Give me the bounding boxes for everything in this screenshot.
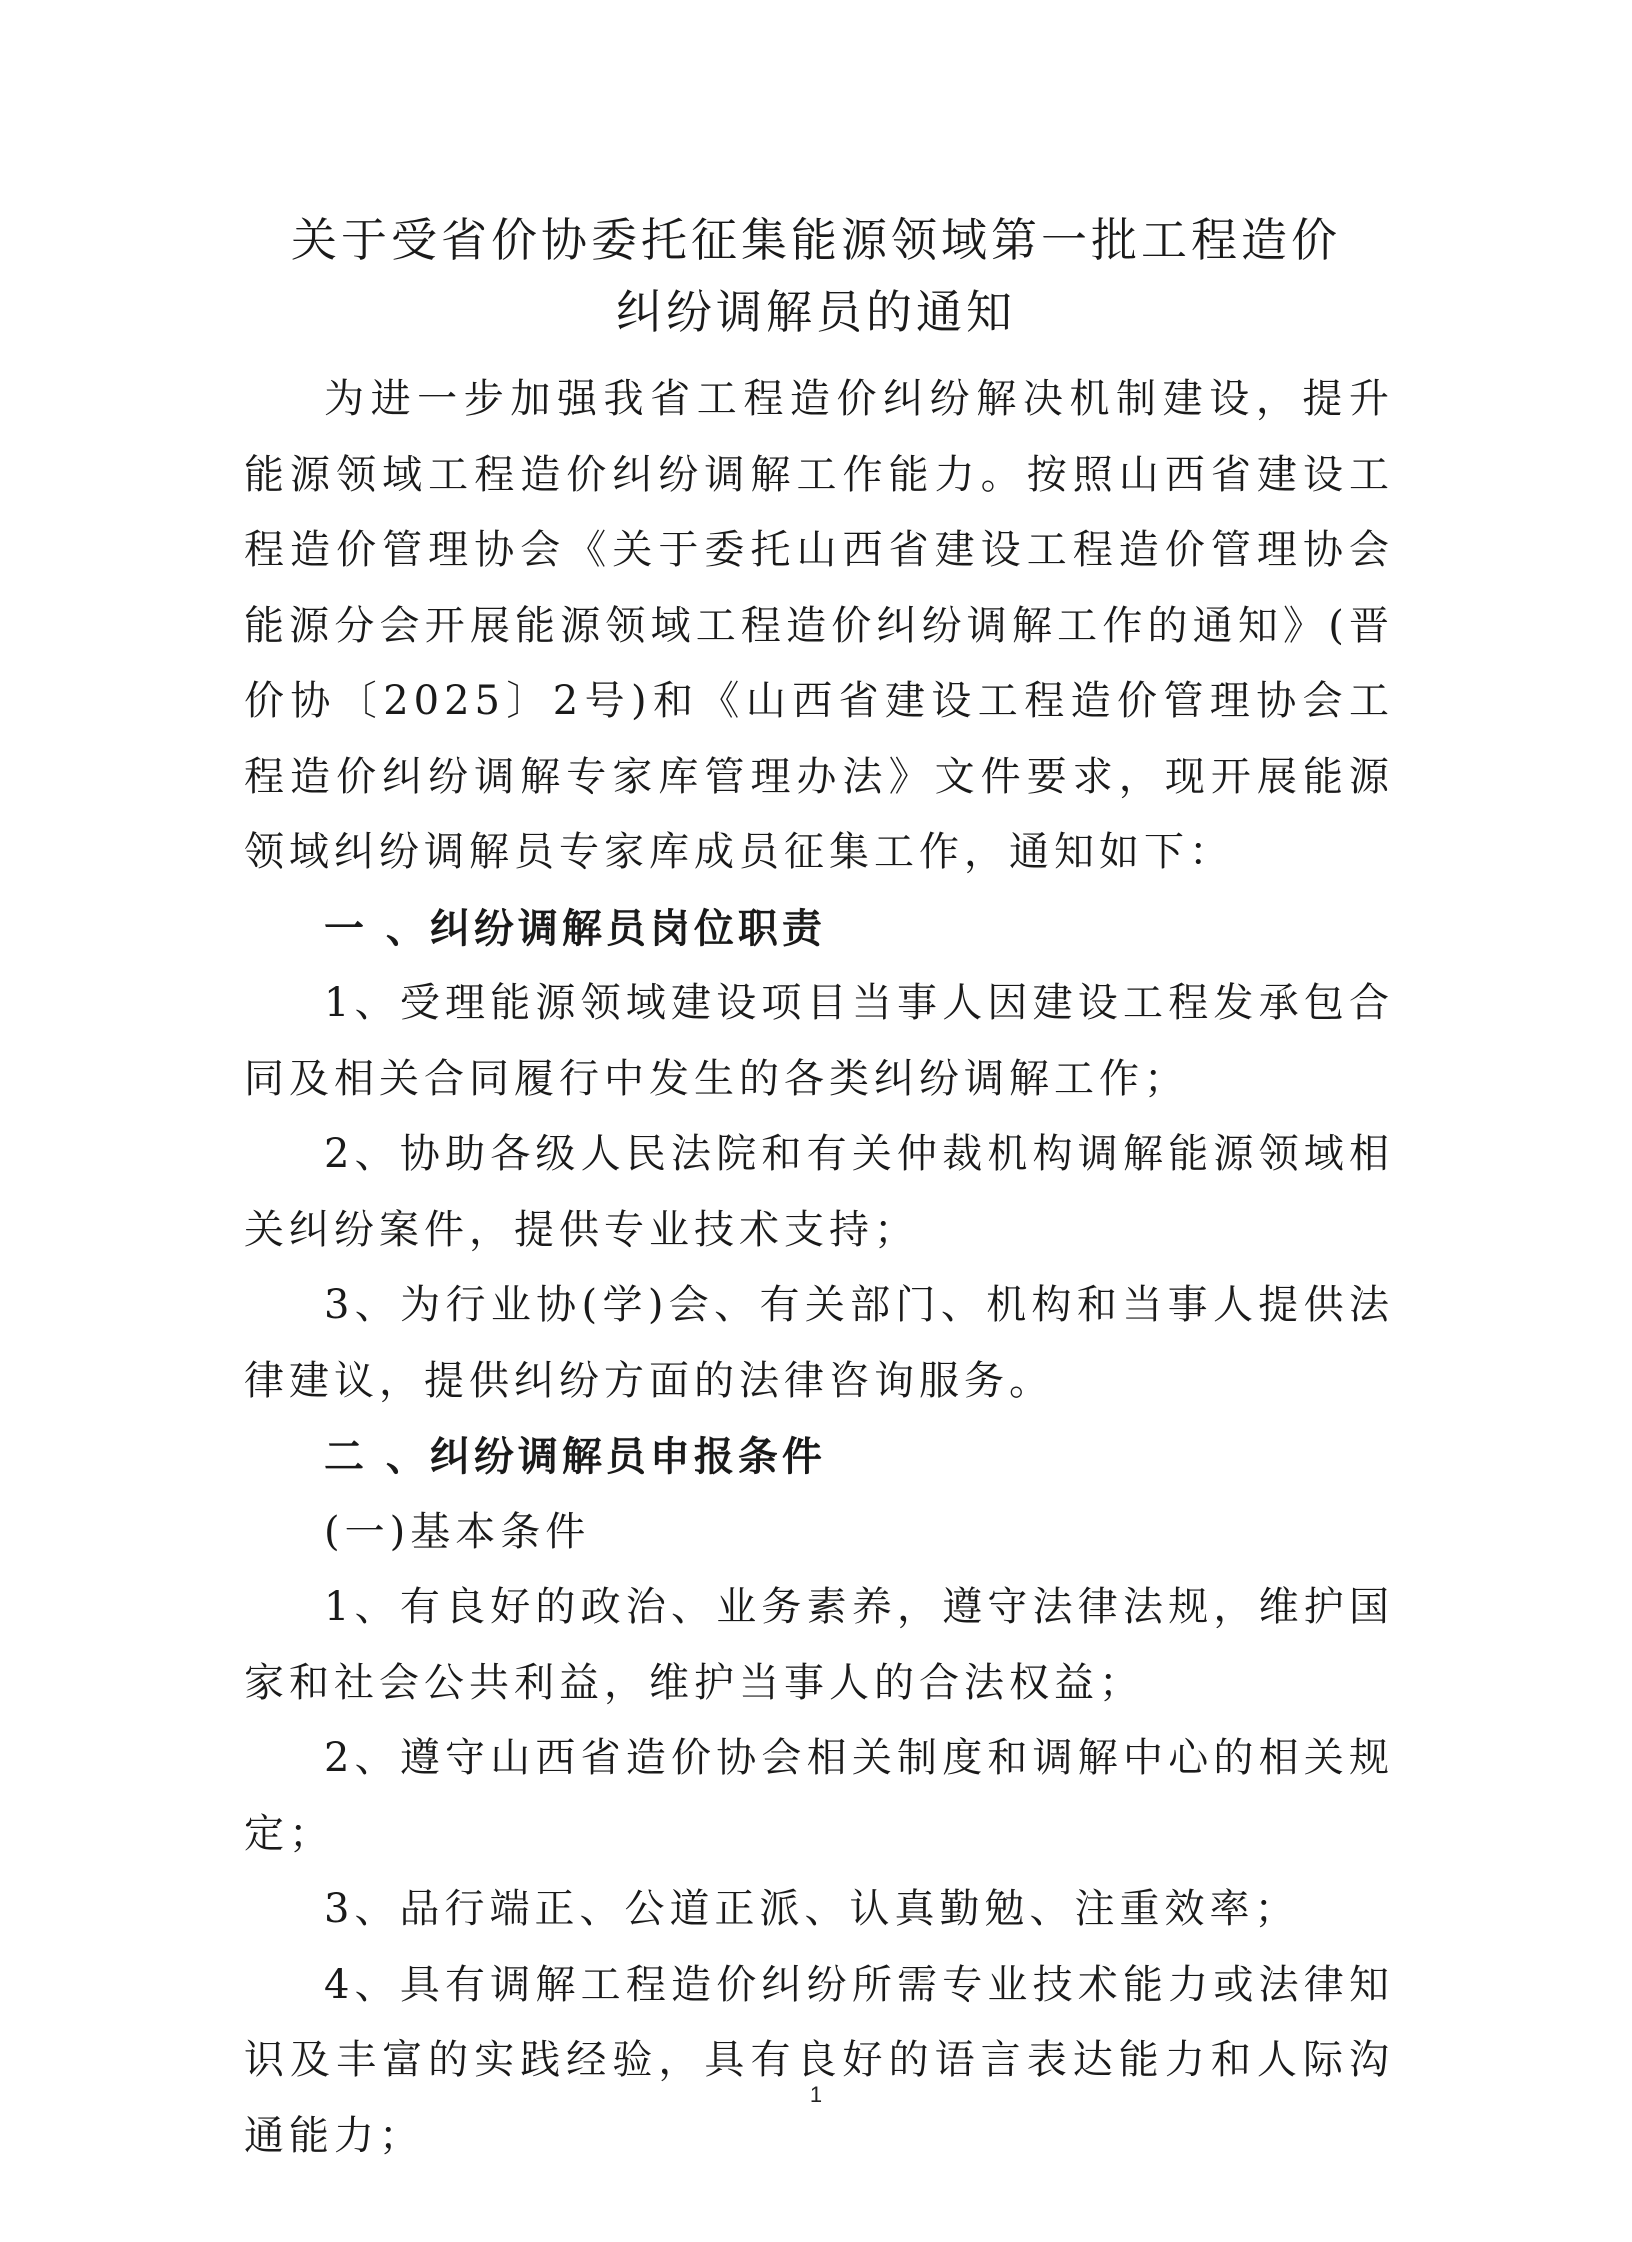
duty-item-3: 3、为行业协(学)会、有关部门、机构和当事人提供法律建议，提供纠纷方面的法律咨询服务。 xyxy=(244,1282,1394,1404)
document-title-line-1: 关于受省价协委托征集能源领域第一批工程造价 xyxy=(291,213,1341,267)
section-heading-duties: 一 、纠纷调解员岗位职责 xyxy=(324,904,826,952)
subsection-heading-basic: (一)基本条件 xyxy=(324,1508,591,1555)
duty-item-2: 2、协助各级人民法院和有关仲裁机构调解能源领域相关纠纷案件，提供专业技术支持； xyxy=(244,1131,1394,1253)
duty-item-1: 1、受理能源领域建设项目当事人因建设工程发承包合同及相关合同履行中发生的各类纠纷调解工作； xyxy=(244,980,1394,1102)
requirement-item-1: 1、有良好的政治、业务素养，遵守法律法规，维护国家和社会公共利益，维护当事人的合法权益； xyxy=(244,1584,1394,1706)
page-number: 1 xyxy=(809,2082,823,2107)
section-heading-requirements: 二 、纠纷调解员申报条件 xyxy=(324,1433,826,1480)
intro-paragraph: 为进一步加强我省工程造价纠纷解决机制建设，提升能源领域工程造价纠纷调解工作能力。按照山西省建设工程造价管理协会《关于委托山西省建设工程造价管理协会能源分会开展能源领域工程造价纠纷调解工作的通知》(晋价协〔2025〕2号)和《山西省建设工程造价管理协会工程造价纠纷调解专家库管理办法》文件要求，现开展能源领域纠纷调解员专家库成员征集工作，通知如下： xyxy=(244,376,1394,875)
requirement-item-3: 3、品行端正、公道正派、认真勤勉、注重效率； xyxy=(324,1886,1300,1932)
requirement-item-4: 4、具有调解工程造价纠纷所需专业技术能力或法律知识及丰富的实践经验，具有良好的语言表达能力和人际沟通能力； xyxy=(244,1961,1394,2159)
requirement-item-2: 2、遵守山西省造价协会相关制度和调解中心的相关规定； xyxy=(244,1735,1394,1857)
document-body xyxy=(244,362,1394,2174)
document-title-line-2: 纠纷调解员的通知 xyxy=(616,285,1016,339)
